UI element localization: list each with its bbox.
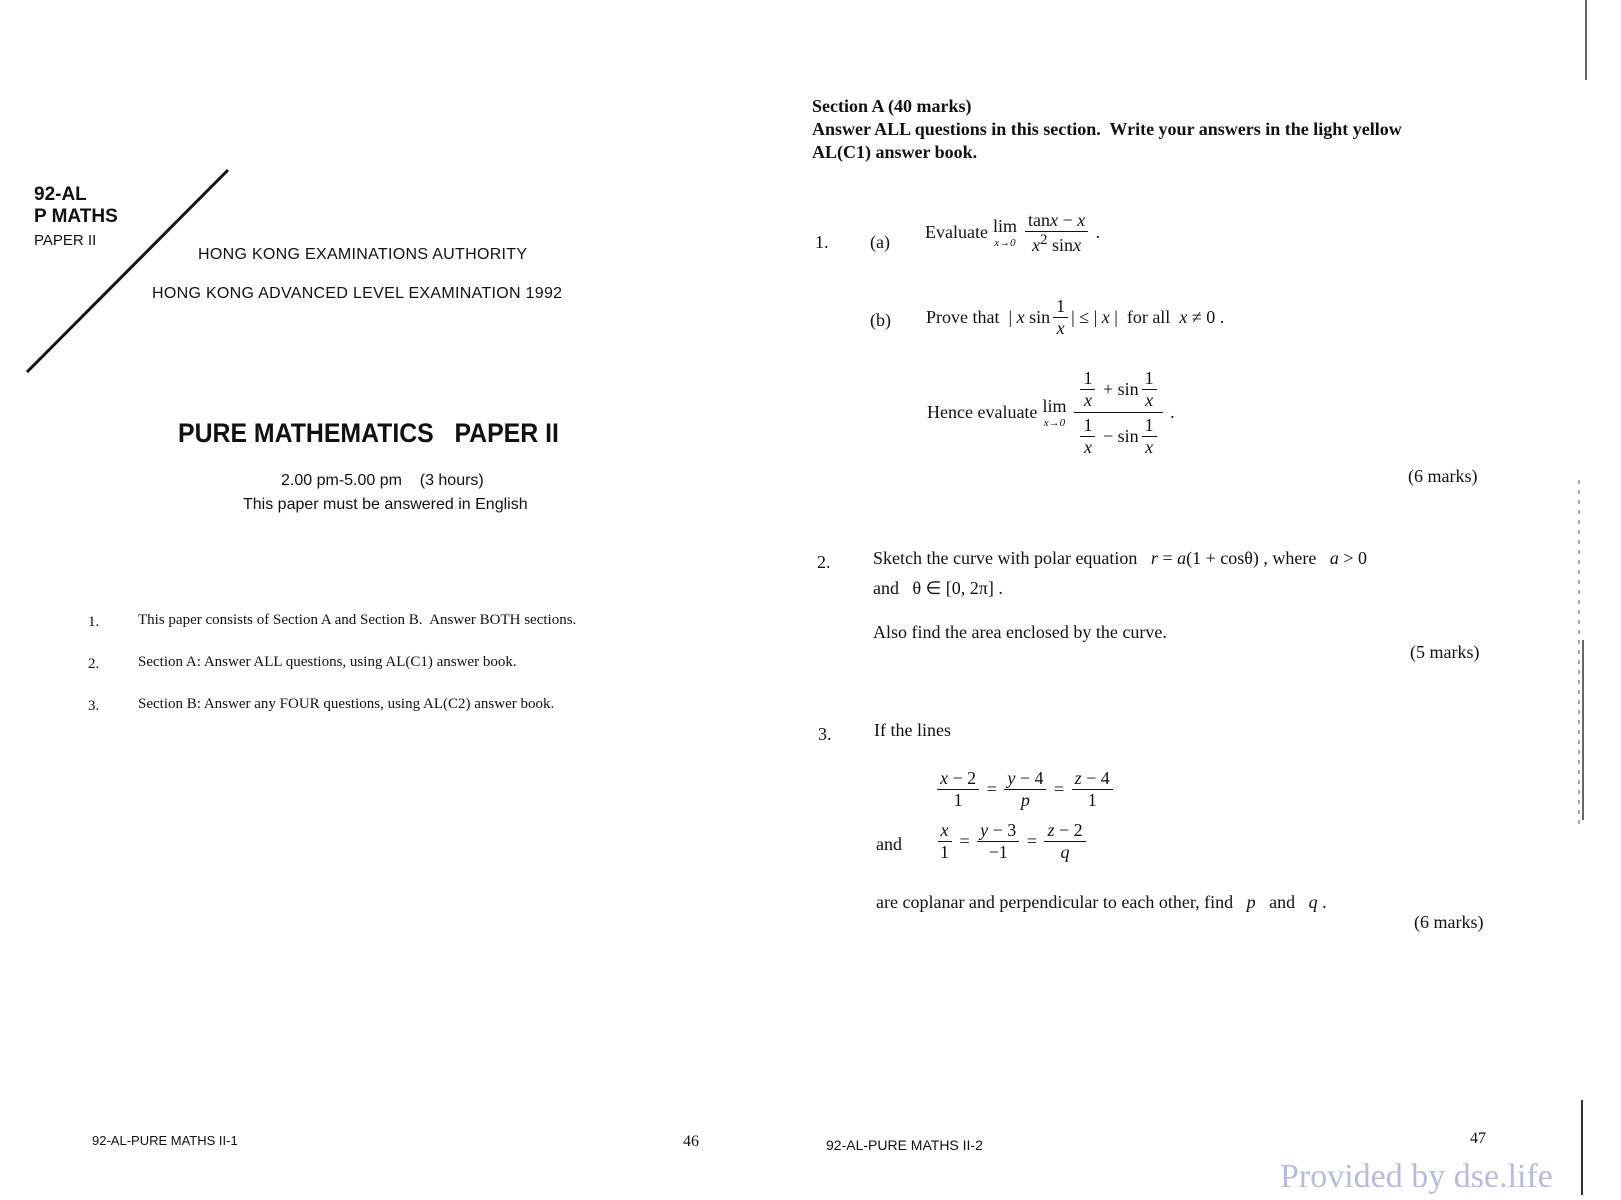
q2-line2: and θ ∈ [0, 2π] . bbox=[873, 578, 1003, 598]
q1b-text: Prove that bbox=[926, 306, 1000, 327]
watermark-text: Provided by dse.life bbox=[1280, 1158, 1553, 1195]
section-heading: Section A (40 marks) bbox=[812, 96, 972, 116]
paper-code-line1: 92-AL bbox=[34, 184, 87, 205]
left-page-number: 46 bbox=[683, 1133, 699, 1150]
q3-line1-equation: $\frac{x - 2}{1}$ = $\frac{y - 4}{p}$ = $\frac{z - 4}{1}$ bbox=[934, 768, 1116, 810]
q3-outro: are coplanar and perpendicular to each other, find p and q . bbox=[876, 892, 1327, 912]
q1a-fraction: $\frac{\tan x - x}{x^2 \sin x}$ bbox=[1025, 210, 1088, 255]
q1-marks: (6 marks) bbox=[1408, 466, 1478, 486]
q1b-compound-fraction: $\frac{1}{x}$ + sin $\frac{1}{x}$ $\frac{1}{x}$ − sin $\frac{1}{x}$ bbox=[1074, 368, 1162, 458]
q1b-label: (b) bbox=[870, 310, 891, 330]
right-footer-code: 92-AL-PURE MATHS II-2 bbox=[826, 1137, 983, 1153]
paper-title: PURE MATHEMATICS PAPER II bbox=[178, 418, 559, 448]
q1a-label: (a) bbox=[870, 232, 890, 252]
q1a-expression: Evaluate lim x→0 $\frac{\tan x - x}{x^2 \sin x}$ . bbox=[925, 210, 1101, 255]
instruction-num-1: 1. bbox=[88, 614, 100, 630]
one-over-x: $\frac{1}{x}$ bbox=[1053, 296, 1068, 338]
q1b-tail: for all bbox=[1126, 306, 1171, 327]
q2-number: 2. bbox=[817, 552, 831, 572]
q1a-text: Evaluate bbox=[925, 222, 988, 243]
q3-line2-equation: $\frac{x}{1}$ = $\frac{y - 3}{-1}$ = $\frac{z - 2}{q}$ bbox=[934, 820, 1089, 862]
limit-operator-2: lim x→0 bbox=[1042, 395, 1067, 429]
q2-where: , where bbox=[1263, 548, 1317, 568]
instruction-text-2: Section A: Answer ALL questions, using AL(C1) answer book. bbox=[138, 654, 517, 670]
q3-intro: If the lines bbox=[874, 720, 951, 740]
instruction-num-2: 2. bbox=[88, 656, 100, 672]
q2-and: and bbox=[873, 578, 899, 598]
limit-operator: lim x→0 bbox=[992, 215, 1017, 249]
q3-number: 3. bbox=[818, 724, 832, 744]
left-footer-code: 92-AL-PURE MATHS II-1 bbox=[92, 1133, 238, 1148]
language-note: This paper must be answered in English bbox=[243, 496, 528, 513]
authority-name: HONG KONG EXAMINATIONS AUTHORITY bbox=[198, 246, 528, 263]
instruction-text-1: This paper consists of Section A and Section B. Answer BOTH sections. bbox=[138, 612, 577, 628]
q1b-hence: Hence evaluate lim x→0 $\frac{1}{x}$ + sin $\frac{1}{x}$ $\frac{1}{x}$ − sin $\frac{1}{x}$ . bbox=[927, 368, 1175, 458]
q1b-expression: Prove that | x sin $\frac{1}{x}$ | ≤ | x | for all x ≠ 0 . bbox=[926, 296, 1225, 338]
right-page-number: 47 bbox=[1470, 1130, 1486, 1147]
instruction-num-3: 3. bbox=[88, 698, 100, 714]
q1b-hence-text: Hence evaluate bbox=[927, 402, 1038, 423]
q2-line1-text: Sketch the curve with polar equation bbox=[873, 548, 1138, 568]
q3-and2: and bbox=[1269, 892, 1296, 912]
q3-marks: (6 marks) bbox=[1414, 912, 1484, 932]
scan-edge-artifacts bbox=[1560, 0, 1590, 1200]
exam-time: 2.00 pm-5.00 pm (3 hours) bbox=[281, 472, 484, 489]
q3-outro-text: are coplanar and perpendicular to each other, find bbox=[876, 892, 1234, 912]
q2-marks: (5 marks) bbox=[1410, 642, 1480, 662]
q1-number: 1. bbox=[815, 232, 829, 252]
section-instruction-line2: AL(C1) answer book. bbox=[812, 142, 978, 162]
paper-code-line2: P MATHS bbox=[34, 206, 118, 227]
instruction-text-3: Section B: Answer any FOUR questions, using AL(C2) answer book. bbox=[138, 696, 555, 712]
exam-name: HONG KONG ADVANCED LEVEL EXAMINATION 1992 bbox=[152, 285, 563, 302]
q2-line1: Sketch the curve with polar equation r = a(1 + cosθ) , where a > 0 bbox=[873, 548, 1367, 568]
q2-line3: Also find the area enclosed by the curve. bbox=[873, 622, 1167, 642]
section-instruction-line1: Answer ALL questions in this section. Write your answers in the light yellow bbox=[812, 119, 1402, 139]
q3-and: and bbox=[876, 834, 902, 854]
paper-code-line3: PAPER II bbox=[34, 232, 97, 249]
